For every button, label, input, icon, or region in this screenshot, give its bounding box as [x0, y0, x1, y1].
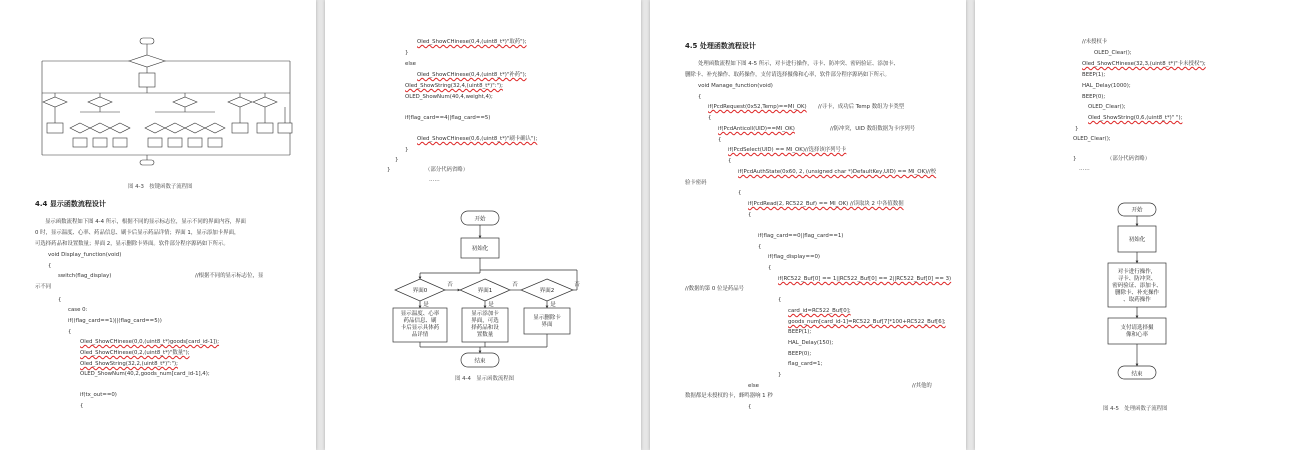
code-line: { [748, 212, 752, 218]
code-comment: //其他的 [912, 383, 932, 389]
code-line: Oled_ShowString(32,4,(uint8_t*)":"); [405, 83, 503, 89]
code-line: OLED_ShowNum(40,4,weight,4); [405, 94, 493, 100]
code-ellipsis: …… [429, 177, 440, 183]
code-line: if(PcdRequest(0x52,Temp)==MI_OK) [708, 104, 807, 110]
code-line: switch(flag_display) [58, 273, 112, 279]
code-line: } [387, 167, 391, 173]
flow-end-label: 结束 [474, 358, 486, 365]
code-line: HAL_Delay(1000); [1082, 83, 1131, 89]
display-function-flowchart [325, 205, 641, 375]
code-line: { [698, 94, 702, 100]
flow-payment-box: 像和心率 [1125, 332, 1149, 338]
code-line: OLED_Clear(); [1094, 50, 1132, 56]
code-line: { [768, 265, 772, 271]
paragraph-line: 0 时，显示温度、心率、药品信息、刷卡后显示药品详情；界面 1，显示添加卡界面， [35, 230, 240, 236]
flow-yes-label: 是 [423, 302, 429, 308]
code-line: { [738, 190, 742, 196]
code-line: if((flag_card==1)||(flag_card==5)) [68, 318, 162, 324]
code-line: Oled_ShowCHinese(0,4,(uint8_t*)"补药"); [417, 72, 527, 78]
code-omitted-note: （部分代码省略） [425, 167, 469, 173]
code-line: } [1073, 156, 1077, 162]
code-line: { [80, 403, 84, 409]
flow-yes-label: 是 [550, 302, 556, 308]
code-line: if(RC522_Buf[0] == 1||RC522_Buf[0] == 2||RC522_Buf[0] == 3) [778, 276, 952, 282]
document-page-1 [0, 0, 316, 450]
code-line: } [405, 147, 409, 153]
code-omitted-note: （部分代码省略） [1107, 156, 1151, 162]
code-line: { [718, 137, 722, 143]
code-line: Oled_ShowCHinese(0,0,(uint8_t*)goods[card_id-1]); [80, 339, 220, 345]
flow-box-interface-1: 界面，可选 [471, 318, 499, 324]
code-line: if(PcdSelect(UID) == MI_OK)//选择该序列号卡 [728, 147, 847, 153]
flow-card-operation-box: 、取药操作 [1123, 297, 1151, 303]
code-line: { [68, 329, 72, 335]
code-line: if(PcdAnticoll(UID)==MI_OK) [718, 126, 795, 132]
code-line: } [405, 50, 409, 56]
flow-payment-box: 支付请选择摄 [1120, 325, 1154, 331]
section-4-4-title: 4.4 显示函数流程设计 [35, 200, 106, 208]
code-line: BEEP(0); [1082, 94, 1106, 100]
flow-decision-interface-1: 界面1 [477, 288, 493, 294]
flow-card-operation-box: 删除卡、补充操作 [1114, 290, 1160, 296]
flow-box-interface-1: 显示添加卡 [471, 311, 499, 317]
code-line: if(PcdAuthState(0x60, 2, (unsigned char *)DefaultKey,UID) == MI_OK)//校 [738, 169, 937, 175]
flow-card-operation-box: 寻卡、防冲突、 [1117, 276, 1157, 282]
code-comment: 数据都是未授权的卡，蜂鸣器响 1 秒 [685, 393, 773, 399]
code-line: else [748, 383, 759, 389]
document-page-2 [325, 0, 641, 450]
code-line: { [748, 404, 752, 410]
document-page-4 [975, 0, 1290, 450]
flow-box-interface-0: 药品信息、刷 [403, 318, 437, 324]
flow-no-label: 否 [512, 282, 518, 288]
flow-init-label: 初始化 [1128, 237, 1146, 243]
code-line: card_id=RC522_Buf[0]; [788, 308, 851, 314]
code-comment: //防冲突，UID 数组数据为卡序列号 [830, 126, 916, 132]
flow-no-label: 否 [447, 282, 453, 288]
code-line: BEEP(1); [788, 329, 812, 335]
code-line: OLED_Clear(); [1073, 136, 1111, 142]
code-comment: 示不同 [35, 284, 52, 290]
figure-4-5-caption: 图 4-5 处理函数子流程图 [1103, 406, 1168, 412]
code-line: if(PcdRead(2, RC522_Buf) == MI_OK) //读取块 2 中各值数据 [748, 201, 904, 207]
code-line: { [48, 263, 52, 269]
code-line: void Manage_function(void) [698, 83, 773, 89]
figure-4-4-caption: 图 4-4 显示函数流程图 [455, 376, 515, 382]
code-line: { [758, 244, 762, 250]
flow-box-interface-0: 品详情 [411, 332, 429, 338]
paragraph-line: 处理函数流程如下图 4-5 所示，对卡进行操作，寻卡、防冲突、密码验证、添加卡、 [698, 61, 899, 67]
flow-card-operation-box: 密码验证、添加卡、 [1112, 283, 1162, 289]
flow-decision-interface-0: 界面0 [412, 288, 428, 294]
flow-box-interface-2: 显示删除卡 [533, 315, 561, 321]
flow-init-label: 初始化 [471, 246, 489, 252]
flow-box-interface-0: 卡后显示具体药 [400, 325, 440, 331]
code-comment: //寻卡，成功后 Temp 数组为卡类型 [818, 104, 905, 110]
paragraph-line: 显示函数流程如下图 4-4 所示，根据不同的显示标志位，显示不同的界面内容，界面 [45, 219, 246, 225]
code-line: BEEP(0); [788, 351, 812, 357]
flow-box-interface-2: 界面 [541, 322, 553, 328]
code-comment: //数据的第 0 位是药品号 [685, 286, 745, 292]
flow-card-operation-box: 对卡进行操作， [1117, 269, 1157, 275]
flow-no-label: 否 [574, 282, 580, 288]
code-line: OLED_Clear(); [1088, 104, 1126, 110]
code-line: if(flag_card==0||flag_card==1) [758, 233, 844, 239]
flow-start-label: 开始 [1131, 207, 1143, 214]
code-line: case 0: [68, 307, 88, 313]
code-line: flag_card=1; [788, 361, 823, 367]
code-ellipsis: …… [1079, 166, 1090, 172]
code-line: { [58, 297, 62, 303]
code-line: { [728, 158, 732, 164]
code-line: if(flag_display==0) [768, 254, 821, 260]
code-line: } [395, 157, 399, 163]
section-4-5-title: 4.5 处理函数流程设计 [685, 42, 756, 50]
code-line: HAL_Delay(150); [788, 340, 834, 346]
flow-yes-label: 是 [488, 302, 494, 308]
code-comment: //未授权卡 [1082, 39, 1108, 45]
flow-box-interface-1: 择药品和设 [471, 325, 499, 331]
code-line: if(flag_card==4||flag_card==5) [405, 115, 491, 121]
code-line: } [1075, 126, 1079, 132]
code-line: Oled_ShowCHinese(0,2,(uint8_t*)"数量"); [80, 350, 190, 356]
code-line: OLED_ShowNum(40,2,goods_num[card_id-1],4); [80, 371, 210, 377]
figure-4-3-caption: 图 4-3 按键函数子流程图 [128, 184, 193, 190]
code-line: { [778, 297, 782, 303]
flow-box-interface-1: 置数量 [476, 332, 494, 338]
process-function-flowchart [975, 195, 1290, 385]
code-line: Oled_ShowCHinese(0,6,(uint8_t*)"刷卡确认"); [417, 136, 538, 142]
key-function-flowchart [0, 0, 316, 170]
code-line: goods_num[card_id-1]=RC522_Buf[7]*100+RC522_Buf[6]; [788, 319, 946, 325]
code-line: Oled_ShowCHinese(0,4,(uint8_t*)"取药"); [417, 39, 527, 45]
paragraph-line: 删除卡、补充操作、取药操作，支付请选择摄像和心率，软件部分程序源码如下所示。 [685, 72, 890, 78]
code-line: if(tx_out==0) [80, 392, 117, 398]
code-line: } [778, 372, 782, 378]
flow-box-interface-0: 显示温度、心率 [400, 311, 440, 317]
code-line: BEEP(1); [1082, 72, 1106, 78]
document-page-3 [650, 0, 966, 450]
flow-decision-interface-2: 界面2 [539, 288, 555, 294]
code-line: Oled_ShowString(32,2,(uint8_t*)":"); [80, 361, 178, 367]
code-line: Oled_ShowCHinese(32,3,(uint8_t*)"卡未授权"); [1082, 61, 1206, 67]
code-line: Oled_ShowString(0,6,(uint8_t*)" "); [1088, 115, 1183, 121]
flow-start-label: 开始 [474, 216, 486, 223]
code-line: else [405, 61, 416, 67]
code-comment: //根据不同的显示标志位，显 [195, 273, 264, 279]
paragraph-line: 可选择药品和设置数量；界面 2，显示删除卡界面。软件部分程序源码如下所示。 [35, 241, 229, 247]
code-line: void Display_function(void) [48, 252, 122, 258]
flow-end-label: 结束 [1131, 371, 1143, 378]
code-line: { [708, 115, 712, 121]
code-line: 验卡密码 [685, 180, 707, 186]
